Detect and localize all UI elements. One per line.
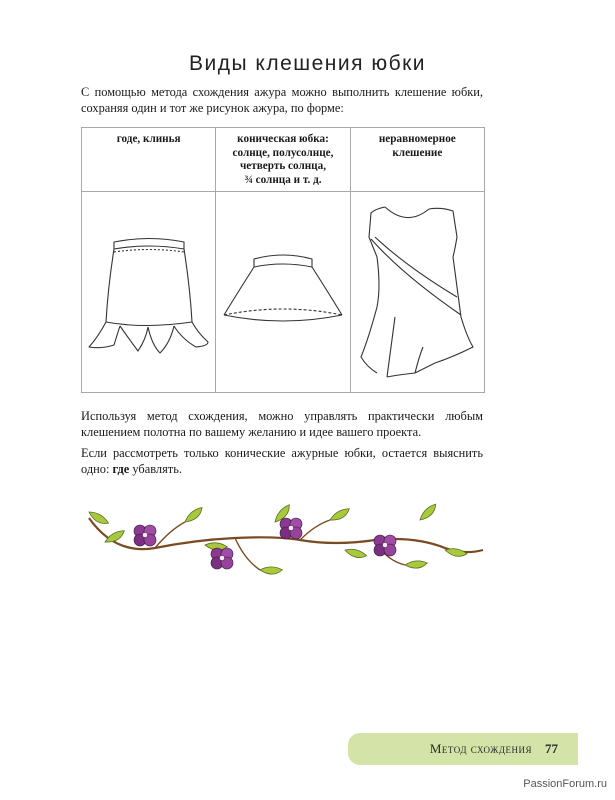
- emphasis-where: где: [112, 461, 130, 476]
- figure-gode-skirt: [82, 192, 216, 393]
- header-gode: годе, клинья: [82, 128, 216, 192]
- paragraph-method: Используя метод схождения, можно управлять практически любым клешением полотна по вашему желанию и идее вашего проекта.: [81, 409, 483, 439]
- uneven-flare-drawing: [357, 197, 477, 387]
- conical-skirt-drawing: [218, 237, 348, 347]
- header-uneven: неравномерное клешение: [350, 128, 484, 192]
- footer-section-title: Метод схождения: [429, 741, 532, 756]
- figure-conical-skirt: [216, 192, 350, 393]
- page-number: 77: [545, 741, 558, 756]
- footer-tab: [348, 733, 578, 765]
- gode-skirt-drawing: [84, 227, 214, 357]
- floral-vine-ornament: [85, 500, 485, 585]
- flare-types-table: [81, 127, 485, 393]
- watermark: PassionForum.ru: [523, 778, 607, 790]
- figure-uneven-top: [350, 192, 484, 393]
- intro-paragraph: С помощью метода схождения ажура можно выполнить клешение юбки, сохраняя один и тот же рисунок ажура, по форме:: [81, 85, 483, 115]
- header-conical: коническая юбка: солнце, полусолнце, четверть солнца, ¾ солнца и т. д.: [216, 128, 350, 192]
- page-title: Виды клешения юбки: [188, 52, 427, 75]
- paragraph-conical: Если рассмотреть только конические ажурные юбки, остается выяснить одно: где убавлять.: [81, 446, 483, 476]
